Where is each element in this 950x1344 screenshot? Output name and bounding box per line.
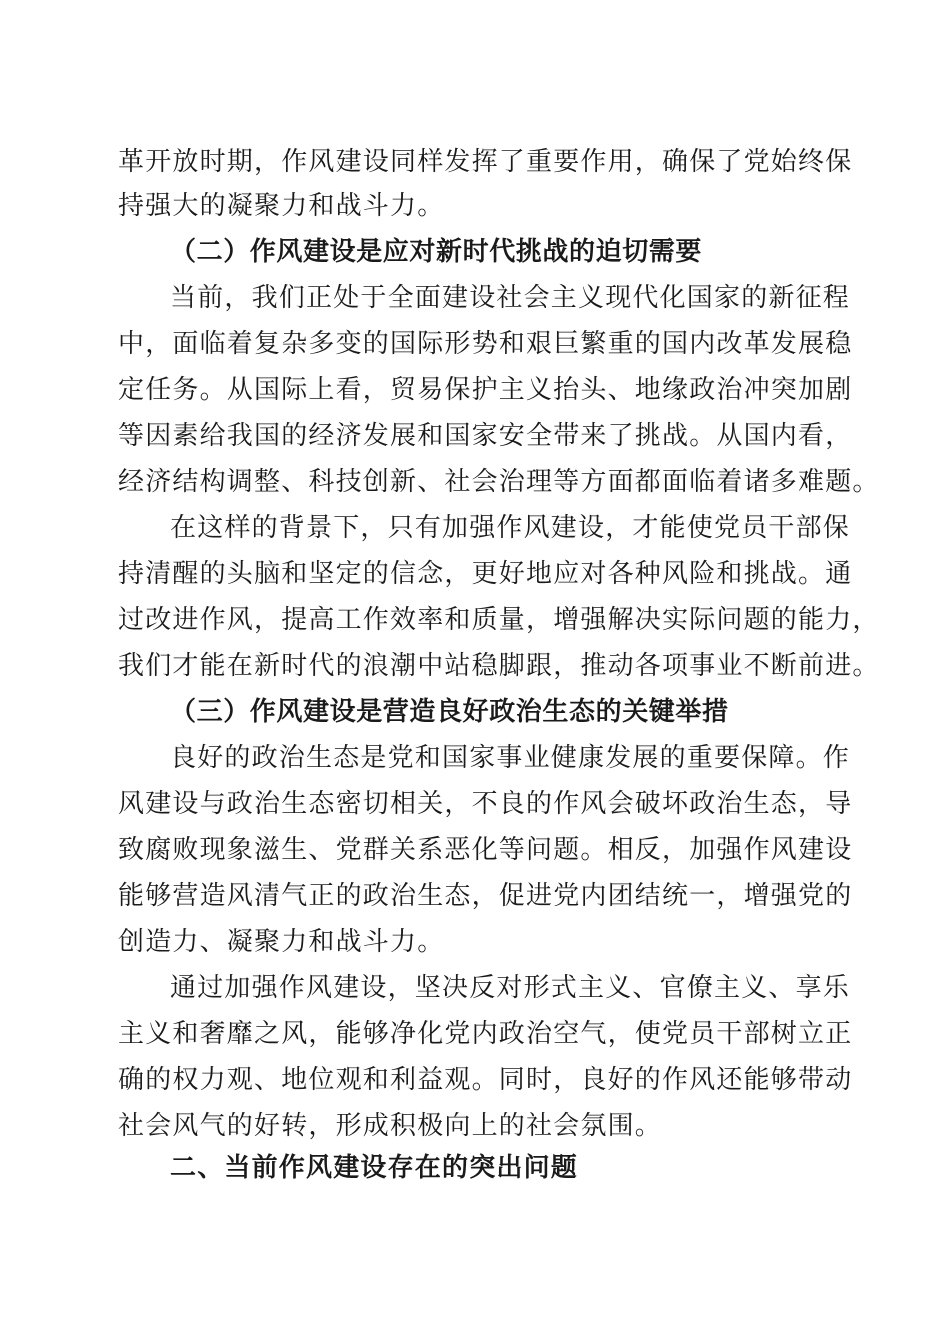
paragraph-line: 革开放时期，作风建设同样发挥了重要作用，确保了党始终保: [118, 147, 853, 177]
paragraph-line: 确的权力观、地位观和利益观。同时，良好的作风还能够带动: [118, 1065, 853, 1095]
paragraph-line: 主义和奢靡之风，能够净化党内政治空气，使党员干部树立正: [118, 1019, 853, 1049]
paragraph-line: 当前，我们正处于全面建设社会主义现代化国家的新征程: [170, 283, 851, 313]
paragraph-line: 等因素给我国的经济发展和国家安全带来了挑战。从国内看，: [118, 421, 853, 451]
paragraph-line: 持清醒的头脑和坚定的信念，更好地应对各种风险和挑战。通: [118, 559, 853, 589]
paragraph-line: 经济结构调整、科技创新、社会治理等方面都面临着诸多难题。: [118, 467, 880, 497]
paragraph-line: 定任务。从国际上看，贸易保护主义抬头、地缘政治冲突加剧: [118, 375, 853, 405]
paragraph-line: 我们才能在新时代的浪潮中站稳脚跟，推动各项事业不断前进。: [118, 651, 880, 681]
subheading-2: （二）作风建设是应对新时代挑战的迫切需要: [170, 237, 703, 267]
paragraph-line: 社会风气的好转，形成积极向上的社会氛围。: [118, 1111, 663, 1141]
paragraph-line: 在这样的背景下，只有加强作风建设，才能使党员干部保: [170, 513, 851, 543]
paragraph-line: 致腐败现象滋生、党群关系恶化等问题。相反，加强作风建设: [118, 835, 853, 865]
section-heading-2: 二、当前作风建设存在的突出问题: [170, 1153, 579, 1183]
subheading-3: （三）作风建设是营造良好政治生态的关键举措: [170, 697, 729, 727]
paragraph-line: 创造力、凝聚力和战斗力。: [118, 927, 445, 957]
paragraph-line: 过改进作风，提高工作效率和质量，增强解决实际问题的能力，: [118, 605, 880, 635]
paragraph-line: 良好的政治生态是党和国家事业健康发展的重要保障。作: [170, 743, 851, 773]
paragraph-line: 中，面临着复杂多变的国际形势和艰巨繁重的国内改革发展稳: [118, 329, 853, 359]
paragraph-line: 通过加强作风建设，坚决反对形式主义、官僚主义、享乐: [170, 973, 851, 1003]
paragraph-line: 能够营造风清气正的政治生态，促进党内团结统一，增强党的: [118, 881, 853, 911]
paragraph-line: 持强大的凝聚力和战斗力。: [118, 191, 445, 221]
paragraph-line: 风建设与政治生态密切相关，不良的作风会破坏政治生态，导: [118, 789, 853, 819]
